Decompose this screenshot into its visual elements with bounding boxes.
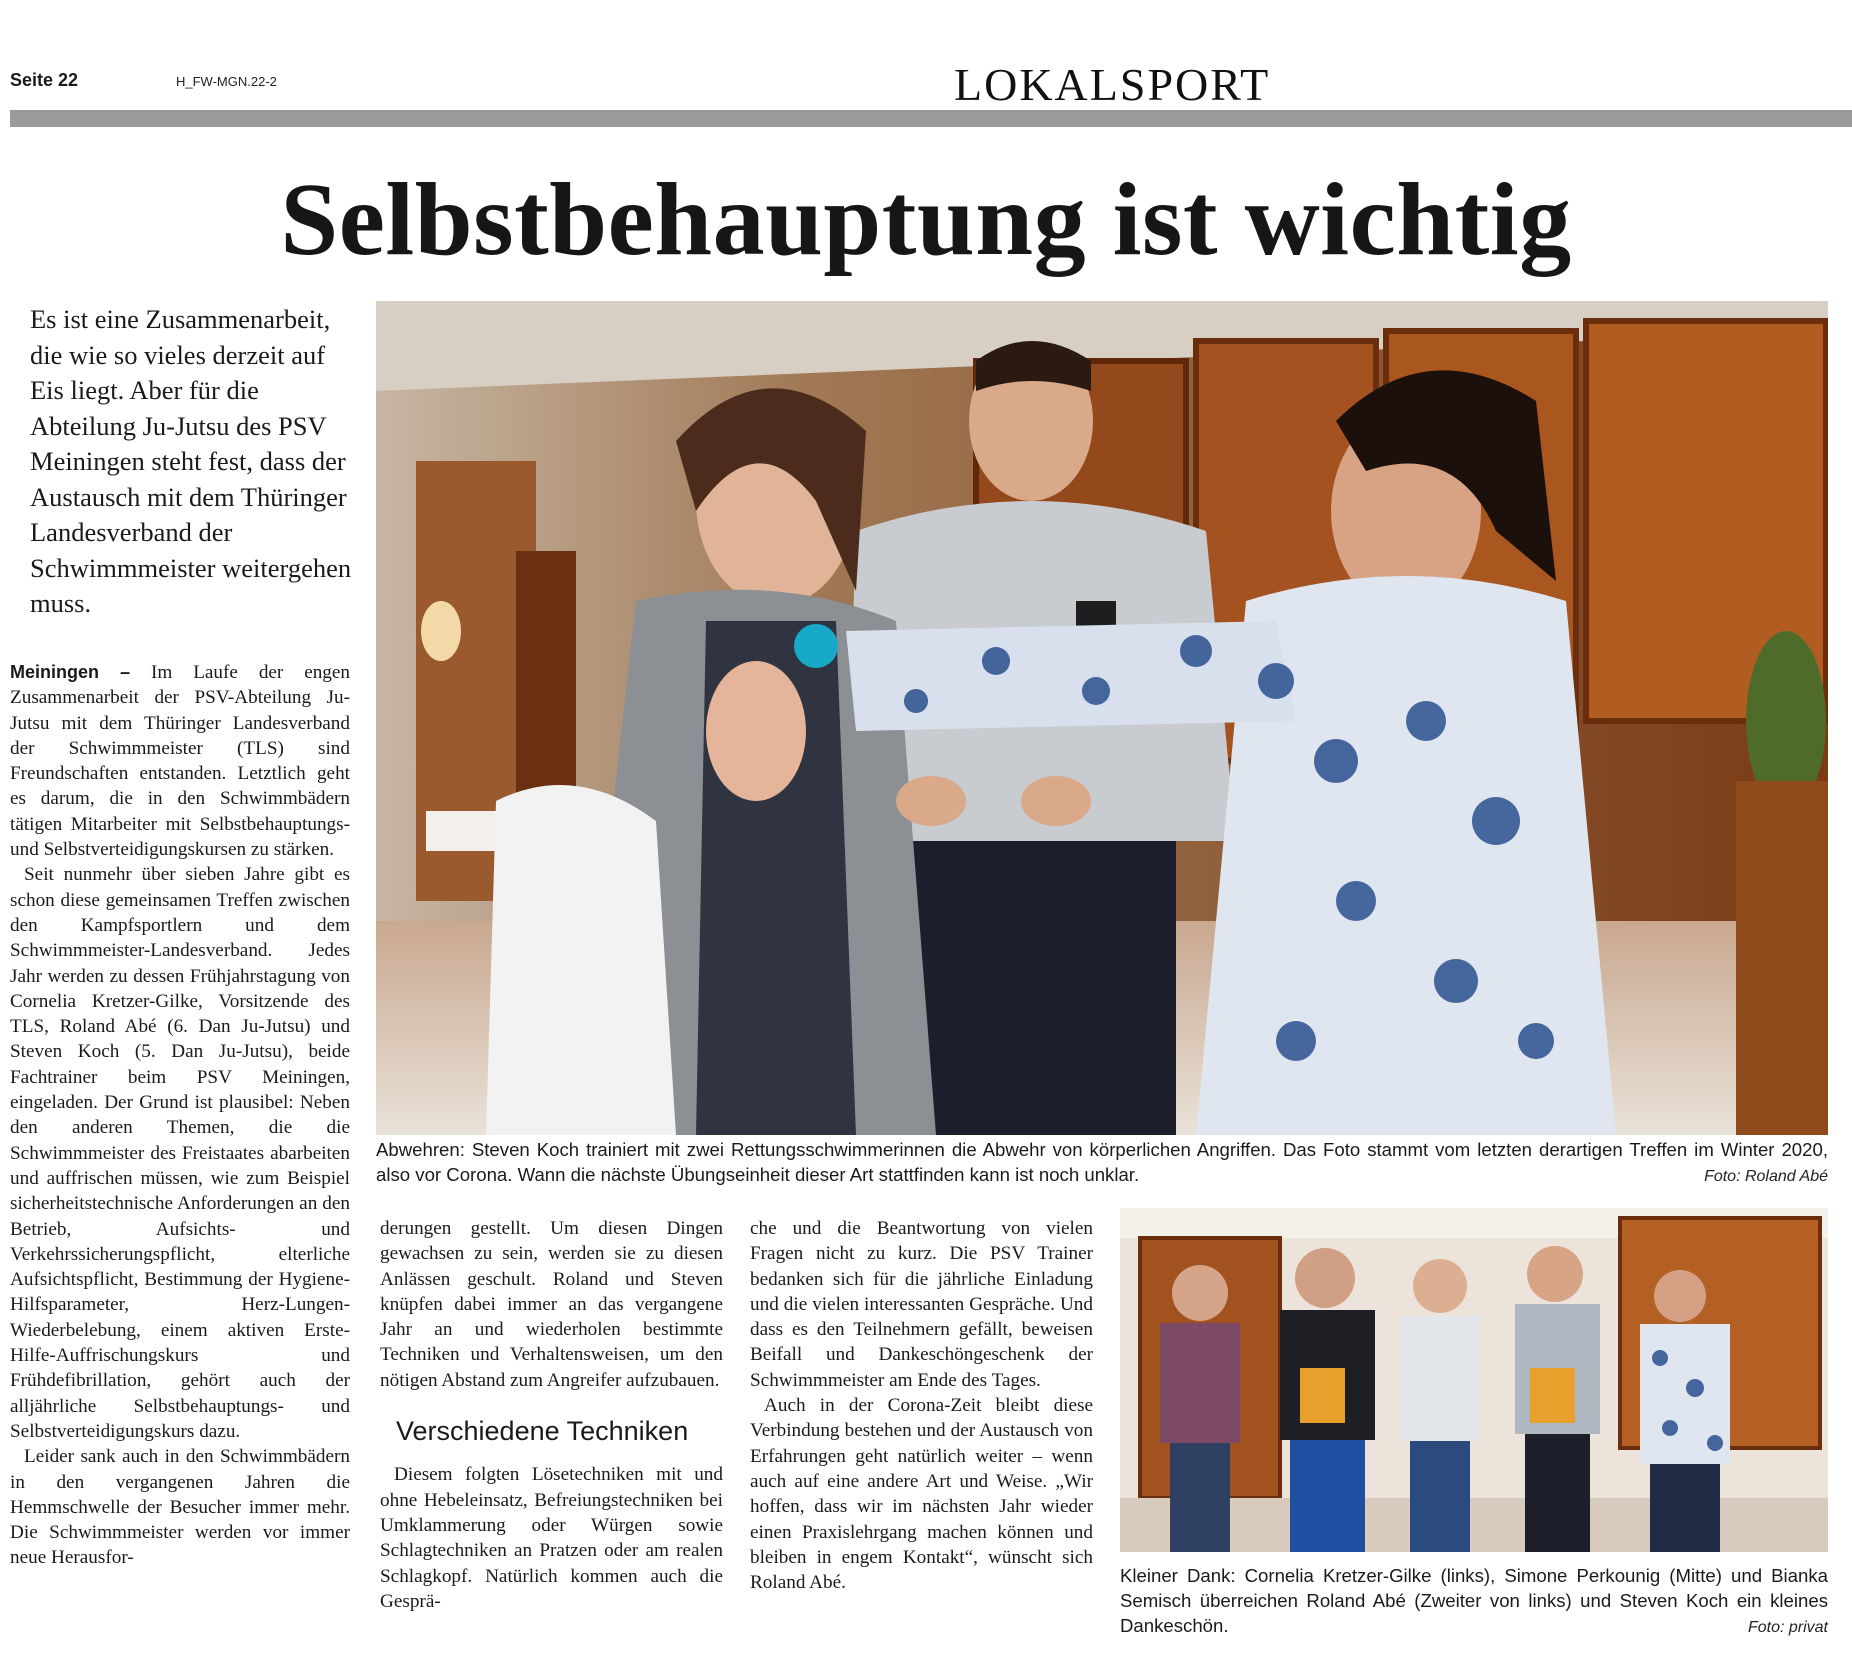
body-paragraph-4a: Diesem folgten Lösetechniken mit und ohne Hebeleinsatz, Befreiungstechniken bei Umklammerung oder Würgen sowie Schlagtechniken an Pratzen oder am realen Schlagkopf. Natürlich kommen auch die Gesprä-	[380, 1464, 723, 1612]
small-photo-caption: Kleiner Dank: Cornelia Kretzer-Gilke (links), Simone Perkounig (Mitte) und Bianka Semisch überreichen Roland Abé (Zweiter von links) und Steven Koch ein kleines Dankeschön.	[1120, 1565, 1828, 1636]
body-paragraph-5: Auch in der Corona-Zeit bleibt diese Verbindung bestehen und der Austausch von Erfahrungen geht natürlich weiter – wenn auch auf eine andere Art und Weise. „Wir hoffen, dass wir im nächsten Jahr wieder einen Praxislehrgang machen können und bleiben in engem Kontakt“, wünscht sich Roland Abé.	[750, 1395, 1093, 1594]
header-rule	[10, 110, 1852, 127]
body-paragraph-3b: derungen gestellt. Um diesen Dingen gewachsen zu sein, werden sie zu diesen Anlässen geschult. Roland und Steven knüpfen dabei immer an das vergangene Jahr an und wiederholen bestimmte Techniken und Verhaltensweisen, um den nötigen Abstand zum Angreifer aufzubauen.	[380, 1218, 723, 1391]
lead-paragraph: Es ist eine Zusammenarbeit, die wie so vieles derzeit auf Eis liegt. Aber für die Abteilung Ju-Jutsu des PSV Meiningen steht fest, dass der Austausch mit dem Thüringer Landesverband der Schwimmmeister weitergehen muss.	[30, 304, 352, 618]
training-scene-illustration	[376, 301, 1828, 1135]
group-photo-illustration	[1120, 1208, 1828, 1552]
body-column-3	[750, 1216, 1093, 1595]
body-column-2	[380, 1216, 723, 1614]
headline: Selbstbehauptung ist wichtig	[280, 162, 1572, 277]
small-photo-credit: Foto: privat	[1747, 1619, 1828, 1636]
body-paragraph-4b: che und die Beantwortung von vielen Fragen nicht zu kurz. Die PSV Trainer bedanken sich für die jährliche Einladung und die vielen interessanten Gespräche. Und dass es den Teilnehmern gefällt, beweisen Beifall und Dankeschöngeschenk der Schwimmmeister am Ende des Tages.	[750, 1218, 1093, 1391]
body-paragraph-2: Seit nunmehr über sieben Jahre gibt es schon diese gemeinsamen Treffen zwischen den Kampfsportlern und dem Schwimmmeister-Landesverband. Jedes Jahr werden zu dessen Frühjahrstagung von Cornelia Kretzer-Gilke, Vorsitzende des TLS, Roland Abé (6. Dan Ju-Jutsu) und Steven Koch (5. Dan Ju-Jutsu), beide Fachtrainer beim PSV Meiningen, eingeladen. Der Grund ist plausibel: Neben den anderen Themen, die die Schwimmmeister des Freistaates abarbeiten und auffrischen müssen, wie zum Beispiel sicherheitstechnische Anforderungen an den Betrieb, Aufsichts- und Verkehrssicherungspflicht, elterliche Aufsichtspflicht, Bestimmung der Hygiene-Hilfsparameter, Herz-Lungen-Wiederbelebung, einem aktiven Erste-Hilfe-Auffrischungskurs und Frühdefibrillation, gehört auch der alljährliche Selbstbehauptungs- und Selbstverteidigungskurs dazu.	[10, 864, 350, 1442]
section-title: LOKALSPORT	[954, 59, 1271, 110]
main-photo	[376, 301, 1828, 1135]
subheading: Verschiedene Techniken	[396, 1416, 689, 1447]
small-photo	[1120, 1208, 1828, 1552]
page-number: Seite 22	[10, 70, 79, 90]
body-paragraph-3a: Leider sank auch in den Schwimmbädern in den vergangenen Jahren die Hemmschwelle der Besucher immer mehr. Die Schwimmmeister werden vor immer neue Herausfor-	[10, 1446, 350, 1569]
main-photo-caption: Abwehren: Steven Koch trainiert mit zwei Rettungsschwimmerinnen die Abwehr von körperlichen Angriffen. Das Foto stammt vom letzten derartigen Treffen im Winter 2020, also vor Corona. Wann die nächste Übungseinheit dieser Art stattfinden kann ist noch unklar.	[376, 1139, 1828, 1185]
edition-code: H_FW-MGN.22-2	[176, 74, 277, 89]
main-photo-credit: Foto: Roland Abé	[1704, 1168, 1828, 1185]
body-paragraph-1: Meiningen – Im Laufe der engen Zusammenarbeit der PSV-Abteilung Ju-Jutsu mit dem Thüringer Landesverband der Schwimmmeister (TLS) sind Freundschaften entstanden. Letztlich geht es darum, die in den Schwimmbädern tätigen Mitarbeiter mit Selbstbehauptungs- und Selbstverteidigungskursen zu stärken.	[10, 662, 351, 861]
dateline: Meiningen –	[10, 662, 131, 682]
body-column-1	[10, 660, 350, 1571]
